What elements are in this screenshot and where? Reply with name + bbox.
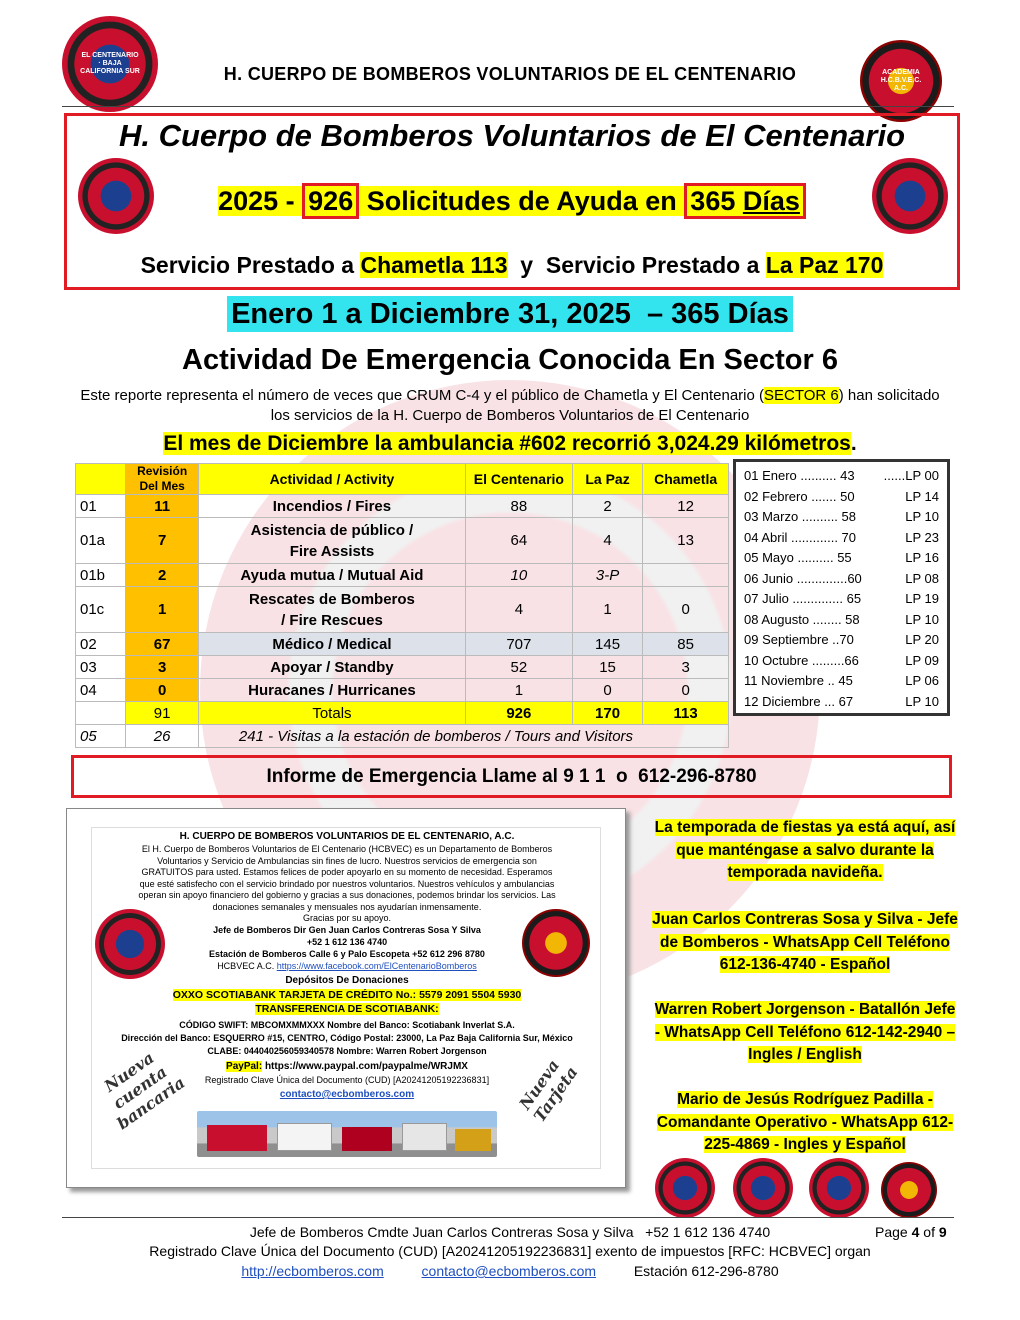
- contact-warren: Warren Robert Jorgenson - Batallón Jefe - WhatsApp Cell Teléfono 612-142-2940 – Ingles / English: [654, 1001, 956, 1063]
- header-logo-left: EL CENTENARIO · BAJA CALIFORNIA SUR: [62, 16, 158, 112]
- fleet-photo: [197, 1111, 497, 1157]
- flyer-stamp-left: Nueva cuenta bancaria: [100, 1048, 189, 1134]
- activity-header-row: [76, 464, 729, 495]
- bottom-logo-4: [881, 1162, 937, 1218]
- banner-count-line: [160, 186, 864, 217]
- flyer-thanks: Gracias por su apoyo.: [302, 913, 392, 923]
- ambulance-line-wrap: El mes de Diciembre la ambulancia #602 recorrió 3,024.29 kilómetros.: [163, 432, 857, 455]
- website-link[interactable]: http://ecbomberos.com: [241, 1263, 384, 1279]
- flyer-title: H. CUERPO DE BOMBEROS VOLUNTARIOS DE EL CENTENARIO, A.C.: [179, 831, 515, 842]
- contact-juan: Juan Carlos Contreras Sosa y Silva - Jefe de Bomberos - WhatsApp Cell Teléfono 612-136-4740 - Español: [652, 911, 958, 973]
- table-row: 03 3 Apoyar / Standby 52 15 3: [76, 656, 729, 679]
- flyer-clabe: CLABE: 044040256059340578 Nombre: Warren Robert Jorgenson: [207, 1046, 487, 1056]
- monthly-summary: [733, 459, 950, 716]
- flyer-transfer: TRANSFERENCIA DE SCOTIABANK:: [255, 1003, 439, 1015]
- header-title: H. CUERPO DE BOMBEROS VOLUNTARIOS DE EL CENTENARIO: [223, 64, 797, 84]
- flyer-chief-phone: +52 1 612 136 4740: [306, 937, 388, 947]
- email-link[interactable]: contacto@ecbomberos.com: [421, 1263, 597, 1279]
- bottom-logo-2: [733, 1158, 793, 1218]
- list-item: 05 Mayo .......... 55 LP 16: [744, 550, 939, 565]
- col-chametla-header: Chametla: [643, 464, 729, 495]
- banner-logo-right: [872, 158, 948, 234]
- banner-mid: Solicitudes de Ayuda en: [359, 186, 685, 216]
- bottom-logo-1: [655, 1158, 715, 1218]
- service-prefix-chametla: Servicio Prestado a: [140, 252, 361, 278]
- service-prefix-lapaz: Servicio Prestado a: [545, 252, 766, 278]
- flyer-stamp-right: Nueva Tarjeta: [515, 1056, 582, 1126]
- col-activity-header: Actividad / Activity: [198, 464, 465, 495]
- donation-flyer: [66, 808, 626, 1188]
- list-item: 11 Noviembre .. 45 LP 06: [744, 673, 939, 688]
- col-centenario-header: El Centenario: [465, 464, 572, 495]
- service-joiner: y: [507, 252, 546, 278]
- emergency-text: Informe de Emergencia Llame al 9 1 1 o 612-296-8780: [266, 766, 757, 787]
- list-item: 12 Diciembre ... 67 LP 10: [744, 693, 939, 709]
- banner-logo-left: [78, 158, 154, 234]
- flyer-deposits: Depósitos De Donaciones: [285, 975, 409, 986]
- banner-days: 365 Días: [684, 183, 806, 219]
- banner-dash: -: [278, 186, 303, 216]
- table-row: 01b 2 Ayuda mutua / Mutual Aid 10 3-P: [76, 564, 729, 587]
- period-heading: Actividad De Emergencia Conocida En Sector 6: [182, 344, 838, 376]
- flyer-logo-left: [95, 909, 165, 979]
- flyer-station: Estación de Bomberos Calle 6 y Palo Escopeta +52 612 296 8780: [209, 949, 485, 959]
- service-lapaz: La Paz 170: [765, 252, 884, 278]
- list-item: 07 Julio .............. 65 LP 19: [744, 591, 939, 606]
- contact-mario: Mario de Jesús Rodríguez Padilla - Comandante Operativo - WhatsApp 612-225-4869 - Ingles y Español: [656, 1091, 954, 1153]
- list-item: 10 Octubre .........66 LP 09: [744, 652, 939, 668]
- facebook-link[interactable]: https://www.facebook.com/ElCentenarioBomberos: [276, 961, 477, 971]
- page-number: Page 4 of 9: [875, 1224, 947, 1240]
- flyer-contact: [137, 1089, 557, 1101]
- sector-badge: SECTOR 6: [764, 387, 839, 404]
- flyer-oxxo: OXXO SCOTIABANK TARJETA DE CRÉDITO No.: 5579 2091 5504 5930: [172, 989, 522, 1001]
- footer-line-2: Registrado Clave Única del Documento (CUD) [A20241205192236831] exento de impuestos [RFC: HCBVEC] organ: [149, 1243, 871, 1259]
- activity-table: [75, 463, 729, 748]
- col-code-header: [76, 464, 126, 495]
- holiday-message: La temporada de fiestas ya está aquí, así que manténgase a salvo durante la temporada navideña.: [654, 819, 956, 881]
- service-chametla: Chametla 113: [360, 252, 508, 278]
- totals-row: 91 Totals 926 170 113: [76, 702, 729, 725]
- list-item: 02 Febrero ....... 50 LP 14: [744, 488, 939, 504]
- flyer-contact-link[interactable]: contacto@ecbomberos.com: [279, 1089, 415, 1100]
- flyer-paypal: PayPal: https://www.paypal.com/paypalme/WRJMX: [226, 1061, 468, 1072]
- period-range: Enero 1 a Diciembre 31, 2025 – 365 Días: [227, 296, 793, 332]
- table-row: 01 11 Incendios / Fires 88 2 12: [76, 495, 729, 518]
- list-item: 01 Enero .......... 43 ......LP 00: [744, 468, 939, 483]
- table-row: 04 0 Huracanes / Hurricanes 1 0 0: [76, 679, 729, 702]
- bottom-logo-3: [809, 1158, 869, 1218]
- list-item: 08 Augusto ........ 58 LP 10: [744, 611, 939, 627]
- flyer-cud: Registrado Clave Única del Documento (CUD) [A20241205192236831]: [204, 1075, 490, 1085]
- table-row: 01a 7 Asistencia de público / Fire Assists 64 4 13: [76, 518, 729, 564]
- banner-year: 2025: [218, 186, 279, 216]
- visits-row: 05 26 241 - Visitas a la estación de bomberos / Tours and Visitors: [76, 725, 729, 748]
- col-month-header: Revisión Del Mes: [126, 464, 199, 495]
- flyer-swift: CÓDIGO SWIFT: MBCOMXMMXXX Nombre del Banco: Scotiabank Inverlat S.A.: [179, 1020, 515, 1030]
- footer-line-3: [0, 1263, 1020, 1279]
- table-row: 01c 1 Rescates de Bomberos / Fire Rescues 4 1 0: [76, 587, 729, 633]
- flyer-body: El H. Cuerpo de Bomberos Voluntarios de El Centenario (HCBVEC) es un Departamento de Bomberos Voluntarios y Servicio de Ambulancias sin fines de lucro. Nuestros servicios de emergencia son GRATUITOS para usted. Estamos felices de poder apoyarlo en su momento de necesidad. Esperamos que esté satisfecho con el servicio brindado por nuestros voluntarios. Nuestros vehículos y ambulancias operan sin apoyo financiero del gobierno y gracias a sus donaciones, podemos brindar los servicios. Las donaciones semanales y mensuales nos ayudarían inmensamente.: [138, 844, 556, 912]
- list-item: 04 Abril ............. 70 LP 23: [744, 529, 939, 545]
- list-item: 09 Septiembre ..70 LP 20: [744, 632, 939, 647]
- list-item: 06 Junio ..............60 LP 08: [744, 570, 939, 586]
- period-description: Este reporte representa el número de veces que CRUM C-4 y el público de Chametla y El Centenario (SECTOR 6) han solicitado los servicios de la H. Cuerpo de Bomberos Voluntarios de El Centenario: [80, 387, 940, 424]
- header-rule: [62, 106, 954, 107]
- flyer-chief: Jefe de Bomberos Dir Gen Juan Carlos Contreras Sosa Y Silva: [213, 925, 481, 935]
- period-range-wrap: [0, 298, 1020, 331]
- banner-service-line: [66, 252, 958, 279]
- table-row: 02 67 Médico / Medical 707 145 85: [76, 633, 729, 656]
- ambulance-line: El mes de Diciembre la ambulancia #602 recorrió 3,024.29 kilómetros: [163, 432, 851, 455]
- header-logo-right: ACADEMIA H.C.B.V.E.C. A.C.: [860, 40, 942, 122]
- flyer-logo-right: [522, 909, 590, 977]
- footer-line-1: Jefe de Bomberos Cmdte Juan Carlos Contreras Sosa y Silva +52 1 612 136 4740: [249, 1224, 771, 1240]
- banner-count: 926: [302, 183, 359, 219]
- list-item: 03 Marzo .......... 58 LP 10: [744, 509, 939, 524]
- footer-station: Estación 612-296-8780: [633, 1263, 779, 1279]
- banner-title: H. Cuerpo de Bomberos Voluntarios de El Centenario: [118, 118, 906, 153]
- footer-rule: [62, 1217, 954, 1218]
- flyer-address: Dirección del Banco: ESQUERRO #15, CENTRO, Código Postal: 23000, La Paz Baja California Sur, México: [121, 1033, 573, 1043]
- flyer-facebook: HCBVEC A.C. https://www.facebook.com/ElCentenarioBomberos: [217, 961, 477, 971]
- col-lapaz-header: La Paz: [572, 464, 643, 495]
